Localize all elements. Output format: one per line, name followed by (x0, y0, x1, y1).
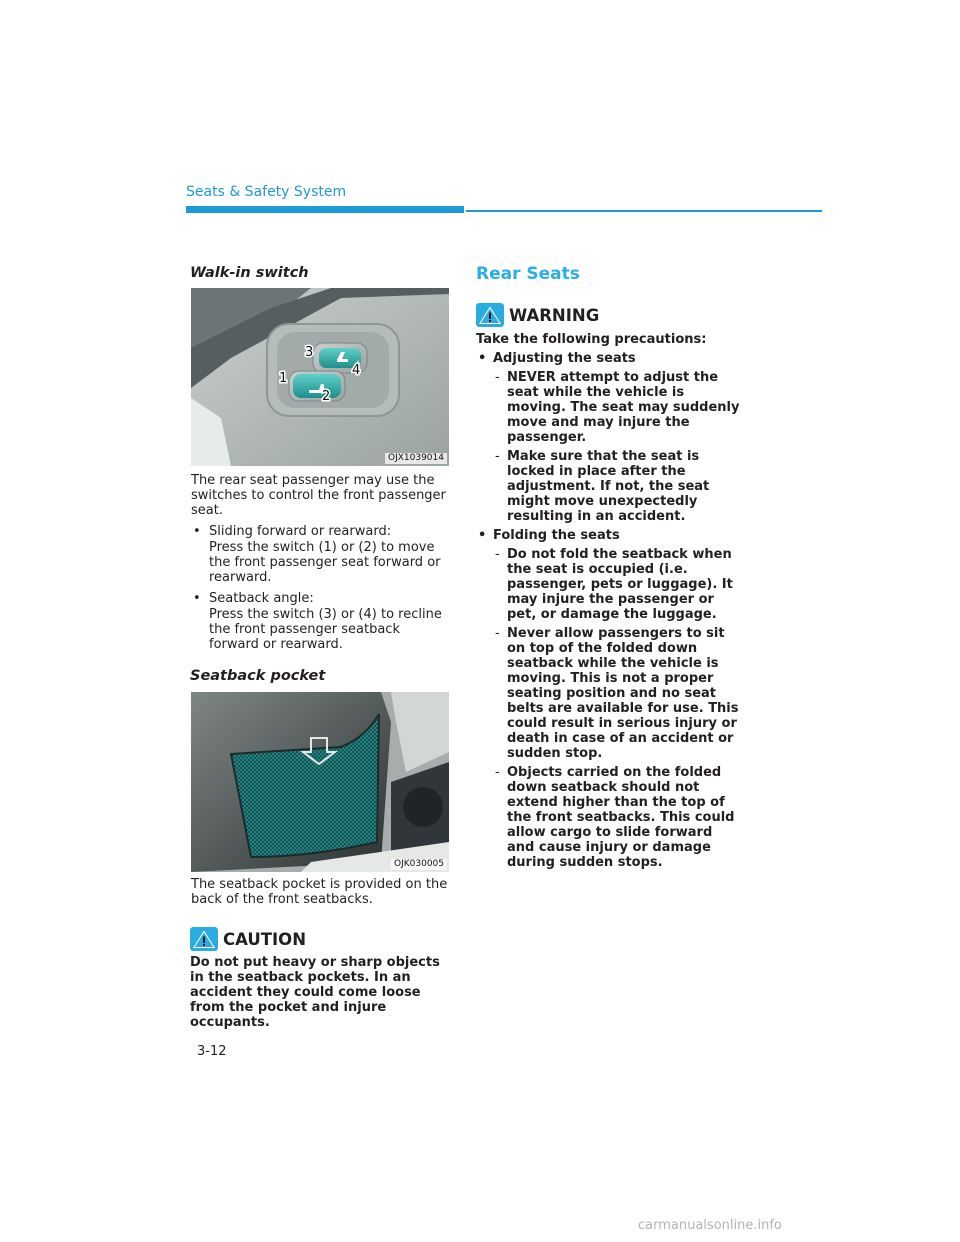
list-item (191, 524, 453, 585)
warning-group (476, 528, 744, 870)
callout-4: 4 (352, 363, 361, 378)
warning-items (493, 547, 744, 870)
list-item (191, 591, 453, 652)
warning-groups (476, 351, 744, 870)
warning-group (476, 351, 744, 524)
seatback-pocket-illustration (191, 692, 449, 872)
header-bar (186, 206, 464, 213)
callout-3: 3 (305, 345, 314, 360)
list-item-detail: Press the switch (1) or (2) to move the front passenger seat forward or rearward. (209, 540, 441, 585)
list-item-label: Sliding forward or rearward: (209, 524, 392, 539)
caution-heading (190, 927, 306, 951)
walk-in-switch-illustration (191, 288, 449, 466)
callout-1: 1 (279, 371, 288, 386)
figure-code: OJK030005 (391, 859, 447, 870)
warning-icon (476, 303, 504, 327)
pocket-heading: Seatback pocket (190, 668, 326, 684)
section-title: Seats & Safety System (186, 184, 347, 200)
header-rule (466, 210, 822, 212)
warning-body (476, 332, 744, 874)
callout-2: 2 (322, 389, 331, 404)
warning-title: WARNING (509, 305, 600, 325)
warning-heading (476, 303, 599, 327)
warning-group-label: Folding the seats (493, 528, 620, 543)
walk-in-intro: The rear seat passenger may use the switches to control the front passenger seat. (191, 473, 446, 518)
walk-in-heading: Walk-in switch (190, 265, 309, 281)
list-item: - Never allow passengers to sit on top of the folded down seatback while the vehicle is moving. This is not a proper seating position and no seat belts are available for use. This could result in serious injury or death in case of an accident or sudden stop. (493, 626, 744, 761)
warning-group-label: Adjusting the seats (493, 351, 636, 366)
caution-title: CAUTION (223, 929, 306, 949)
rear-seats-heading: Rear Seats (476, 264, 580, 284)
caution-icon (190, 927, 218, 951)
pocket-description: The seatback pocket is provided on the back of the front seatbacks. (191, 877, 448, 907)
warning-intro: Take the following precautions: (476, 332, 707, 347)
list-item-detail: Press the switch (3) or (4) to recline the front passenger seatback forward or rearward. (209, 607, 442, 652)
list-item: - Objects carried on the folded down seatback should not extend higher than the top of the front seatbacks. This could allow cargo to slide forward and cause injury or damage during sudden stops. (493, 765, 744, 870)
list-item: - NEVER attempt to adjust the seat while the vehicle is moving. The seat may suddenly move and may injure the passenger. (493, 370, 744, 445)
warning-items (493, 370, 744, 524)
caution-text: Do not put heavy or sharp objects in the seatback pockets. In an accident they could come loose from the pocket and injure occupants. (190, 955, 440, 1030)
seatback-pocket-image (191, 692, 449, 872)
walk-in-description (191, 473, 453, 658)
walk-in-list (191, 524, 453, 652)
list-item-label: Seatback angle: (209, 591, 314, 606)
figure-code: OJX1039014 (385, 453, 447, 464)
footer-watermark: carmanualsonline.info (638, 1218, 782, 1233)
walk-in-switch-image (191, 288, 449, 466)
list-item: - Make sure that the seat is locked in place after the adjustment. If not, the seat might move unexpectedly resulting in an accident. (493, 449, 744, 524)
page-number: 3-12 (197, 1044, 227, 1059)
list-item: - Do not fold the seatback when the seat is occupied (i.e. passenger, pets or luggage). It may injure the passenger or pet, or damage the luggage. (493, 547, 744, 622)
